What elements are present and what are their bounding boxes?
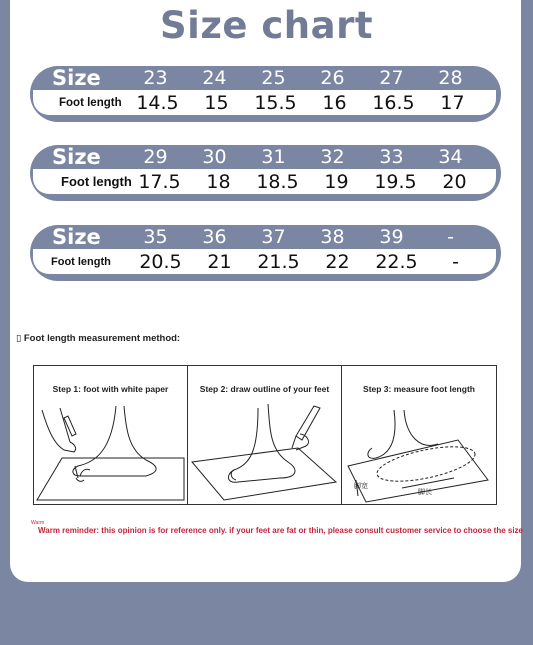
length-cell: -	[452, 250, 459, 273]
length-cell: 18	[206, 170, 231, 193]
size-cell: 38	[320, 226, 345, 248]
step-1-panel	[33, 365, 188, 505]
size-label: Size	[52, 66, 101, 90]
length-cell: 22.5	[375, 250, 418, 273]
length-cell: 17.5	[138, 170, 181, 193]
size-cell: 23	[143, 67, 168, 89]
size-table-row-2	[30, 145, 501, 201]
foot-width-mark: 脚宽	[354, 482, 368, 490]
size-cell: 35	[143, 226, 168, 248]
size-label: Size	[52, 225, 101, 249]
size-cell: 25	[261, 67, 286, 89]
size-cell: 37	[261, 226, 286, 248]
length-cell: 21.5	[257, 250, 300, 273]
foot-length-label: Foot length	[59, 96, 122, 109]
measurement-method-heading: ▯ Foot length measurement method:	[16, 333, 181, 344]
size-table-row-3	[30, 225, 501, 281]
step-3-caption: Step 3: measure foot length	[363, 384, 475, 394]
length-cell: 19	[324, 170, 349, 193]
page-title: Size chart	[159, 4, 374, 47]
step-2-panel	[188, 365, 342, 505]
draw-outline-illustration	[188, 400, 340, 504]
size-cell: 28	[438, 67, 463, 89]
step-2-caption: Step 2: draw outline of your feet	[199, 384, 330, 394]
size-cell: 29	[143, 146, 168, 168]
length-cell: 15	[204, 91, 229, 114]
length-cell: 20.5	[139, 250, 182, 273]
length-cell: 16	[322, 91, 347, 114]
step-1-caption: Step 1: foot with white paper	[52, 384, 169, 394]
size-cell: 32	[320, 146, 345, 168]
size-cell: 39	[379, 226, 404, 248]
size-cell: 24	[202, 67, 227, 89]
measurement-steps	[33, 365, 497, 505]
size-cell: -	[447, 226, 454, 248]
warm-reminder: Warm reminder: this opinion is for reference only. if your feet are fat or thin, please consult customer service to choose the size	[38, 526, 524, 535]
foot-length-label: Foot length	[61, 174, 132, 189]
size-cell: 36	[202, 226, 227, 248]
foot-length-mark: 脚长	[418, 488, 432, 496]
length-cell: 14.5	[136, 91, 179, 114]
length-cell: 17	[440, 91, 465, 114]
size-cell: 34	[438, 146, 463, 168]
size-cell: 27	[379, 67, 404, 89]
size-cell: 26	[320, 67, 345, 89]
size-label: Size	[52, 145, 101, 169]
step-3-panel	[342, 365, 497, 505]
length-cell: 16.5	[372, 91, 415, 114]
length-cell: 21	[207, 250, 232, 273]
length-cell: 22	[325, 250, 350, 273]
size-cell: 31	[261, 146, 286, 168]
length-cell: 18.5	[256, 170, 299, 193]
measure-length-illustration	[342, 400, 495, 504]
length-cell: 15.5	[254, 91, 297, 114]
size-table-row-1	[30, 66, 501, 122]
foot-length-label: Foot length	[51, 255, 111, 268]
length-cell: 20	[442, 170, 467, 193]
size-cell: 33	[379, 146, 404, 168]
reminder-mark: Warm	[31, 520, 45, 526]
length-cell: 19.5	[374, 170, 417, 193]
foot-on-paper-illustration	[34, 400, 187, 504]
size-cell: 30	[202, 146, 227, 168]
